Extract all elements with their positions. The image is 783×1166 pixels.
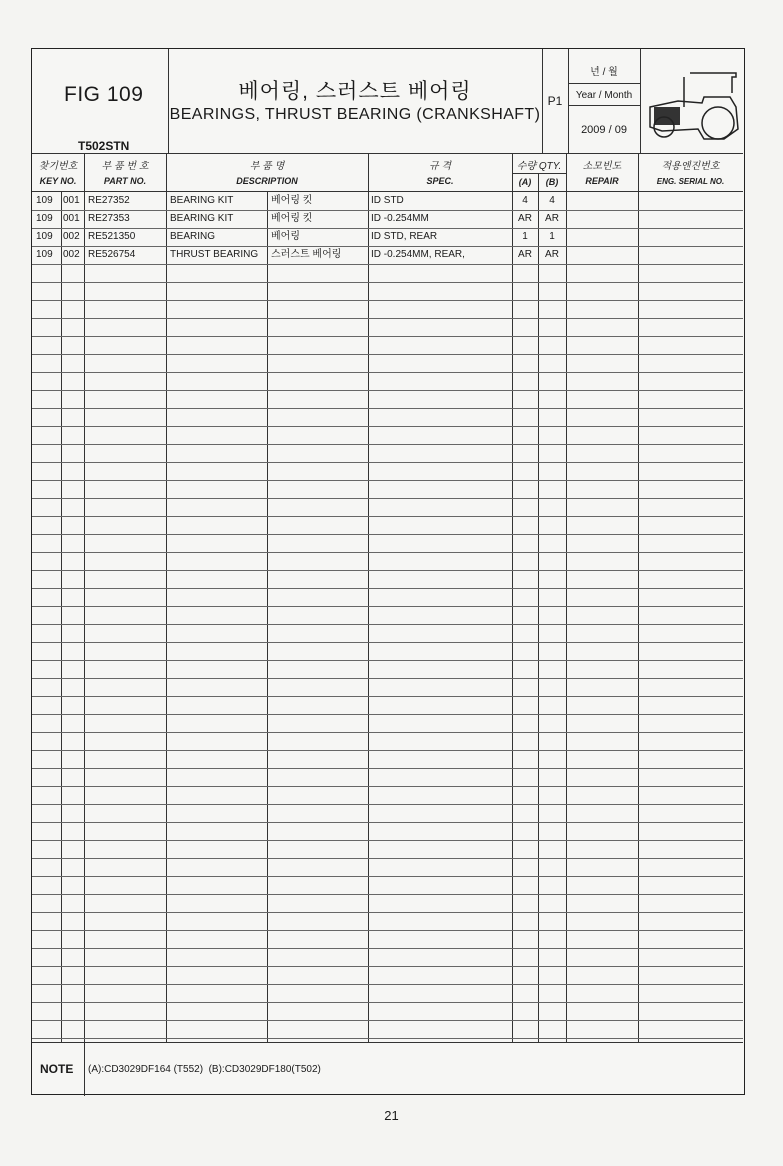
row-desc-ko: 스러스트 베어링 xyxy=(271,249,342,260)
row-qty-b: 4 xyxy=(549,195,555,206)
col-serial-english: ENG. SERIAL NO. xyxy=(656,177,725,186)
date-label-english: Year / Month xyxy=(575,90,633,101)
table-rule-line xyxy=(32,858,743,859)
col-rule-fig-key xyxy=(61,192,62,1042)
row-fig: 109 xyxy=(36,213,53,224)
table-rule-line xyxy=(32,318,743,319)
row-desc-en: BEARING KIT xyxy=(170,195,234,206)
table-rule-line xyxy=(32,1002,743,1003)
col-rule-desc-split xyxy=(267,192,268,1042)
table-rule-line xyxy=(32,1020,743,1021)
table-rule-line xyxy=(32,642,743,643)
table-rule-line xyxy=(32,588,743,589)
note-label: NOTE xyxy=(40,1062,74,1076)
row-key: 002 xyxy=(63,249,80,260)
row-qty-a: 4 xyxy=(522,195,528,206)
col-key-korean: 찾기번호 xyxy=(38,161,78,172)
row-key: 001 xyxy=(63,195,80,206)
table-rule-line xyxy=(32,282,743,283)
table-rule-line xyxy=(32,408,743,409)
table-rule-line xyxy=(32,516,743,517)
tractor-icon xyxy=(644,67,740,147)
col-serial-korean: 적용엔진번호 xyxy=(661,161,720,172)
table-rule-line xyxy=(32,894,743,895)
col-spec-korean: 규 격 xyxy=(428,161,452,172)
table-rule-line xyxy=(32,480,743,481)
table-rule-line xyxy=(32,1038,743,1039)
col-key-english: KEY NO. xyxy=(39,176,77,186)
table-rule-line xyxy=(32,534,743,535)
table-rule-line xyxy=(32,606,743,607)
row-part: RE27353 xyxy=(88,213,130,224)
row-spec: ID STD, REAR xyxy=(371,231,438,242)
table-rule-line xyxy=(32,840,743,841)
parts-catalog-page xyxy=(31,48,745,1095)
table-rule-line xyxy=(32,984,743,985)
col-qty-b: (B) xyxy=(545,177,559,187)
table-rule-line xyxy=(32,372,743,373)
col-spec-english: SPEC. xyxy=(426,176,454,186)
table-rule-line xyxy=(32,426,743,427)
date-rule-2 xyxy=(568,105,640,106)
row-fig: 109 xyxy=(36,249,53,260)
row-desc-en: BEARING xyxy=(170,231,216,242)
row-spec: ID -0.254MM, REAR, xyxy=(371,249,465,260)
row-spec: ID -0.254MM xyxy=(371,213,429,224)
row-part: RE27352 xyxy=(88,195,130,206)
model-code: T502STN xyxy=(78,139,130,153)
table-rule-line xyxy=(32,624,743,625)
col-rule-repair xyxy=(638,153,639,1042)
col-repair-korean: 소모빈도 xyxy=(582,161,622,172)
col-desc-korean: 부 품 명 xyxy=(249,161,285,172)
row-qty-a: 1 xyxy=(522,231,528,242)
row-part: RE521350 xyxy=(88,231,136,242)
date-value: 2009 / 09 xyxy=(581,124,627,136)
note-text: (A):CD3029DF164 (T552) (B):CD3029DF180(T502) xyxy=(88,1064,321,1075)
col-rule-part xyxy=(166,153,167,1042)
table-rule-line xyxy=(32,678,743,679)
row-desc-ko: 베어링 xyxy=(271,231,300,242)
title-korean: 베어링, 스러스트 베어링 xyxy=(238,80,472,103)
table-rule-line xyxy=(32,462,743,463)
table-rule-line xyxy=(32,822,743,823)
row-qty-b: AR xyxy=(545,213,559,224)
table-rule-line xyxy=(32,876,743,877)
header-bottom-rule xyxy=(32,153,743,154)
note-top-rule xyxy=(32,1042,743,1043)
table-rule-line xyxy=(32,732,743,733)
table-rule-line xyxy=(32,570,743,571)
table-rule-line xyxy=(32,912,743,913)
header-divider-date xyxy=(640,49,641,153)
table-rule-line xyxy=(32,804,743,805)
title-english: BEARINGS, THRUST BEARING (CRANKSHAFT) xyxy=(169,106,541,123)
row-qty-a: AR xyxy=(518,249,532,260)
page-number: 21 xyxy=(384,1108,399,1123)
table-rule-line xyxy=(32,660,743,661)
table-rule-line xyxy=(32,786,743,787)
row-part: RE526754 xyxy=(88,249,136,260)
date-label-korean: 년 / 월 xyxy=(590,67,618,78)
table-rule-line xyxy=(32,948,743,949)
row-key: 002 xyxy=(63,231,80,242)
table-rule-line xyxy=(32,444,743,445)
col-rule-desc xyxy=(368,153,369,1042)
table-rule-line xyxy=(32,966,743,967)
page-code: P1 xyxy=(547,94,563,108)
table-rule-line xyxy=(32,336,743,337)
row-desc-ko: 베어링 킷 xyxy=(271,213,313,224)
row-fig: 109 xyxy=(36,231,53,242)
figure-number: FIG 109 xyxy=(64,83,144,106)
table-rule-line xyxy=(32,354,743,355)
table-rule-line xyxy=(32,300,743,301)
qty-split-rule xyxy=(512,173,566,174)
table-rule-line xyxy=(32,930,743,931)
row-qty-b: AR xyxy=(545,249,559,260)
row-desc-en: THRUST BEARING xyxy=(170,249,259,260)
col-desc-english: DESCRIPTION xyxy=(236,176,298,186)
row-fig: 109 xyxy=(36,195,53,206)
table-rule-line xyxy=(32,768,743,769)
date-rule-1 xyxy=(568,83,640,84)
table-rule-line xyxy=(32,552,743,553)
table-rule-line xyxy=(32,390,743,391)
row-key: 001 xyxy=(63,213,80,224)
col-rule-qty-end xyxy=(566,153,567,1042)
col-part-korean: 부 품 번 호 xyxy=(101,161,149,172)
col-repair-english: REPAIR xyxy=(585,176,619,186)
table-rule-line xyxy=(32,750,743,751)
table-rule-line xyxy=(32,498,743,499)
col-rule-spec xyxy=(512,153,513,1042)
row-desc-ko: 베어링 킷 xyxy=(271,195,313,206)
col-qty-a: (A) xyxy=(518,177,532,187)
row-desc-en: BEARING KIT xyxy=(170,213,234,224)
col-qty-label: 수량 QTY. xyxy=(516,161,562,172)
row-spec: ID STD xyxy=(371,195,404,206)
column-header-bottom-rule xyxy=(32,191,743,192)
row-qty-b: 1 xyxy=(549,231,555,242)
table-rule-line xyxy=(32,714,743,715)
col-part-english: PART NO. xyxy=(103,176,147,186)
table-rule-line xyxy=(32,696,743,697)
row-qty-a: AR xyxy=(518,213,532,224)
table-rule-line xyxy=(32,264,743,265)
